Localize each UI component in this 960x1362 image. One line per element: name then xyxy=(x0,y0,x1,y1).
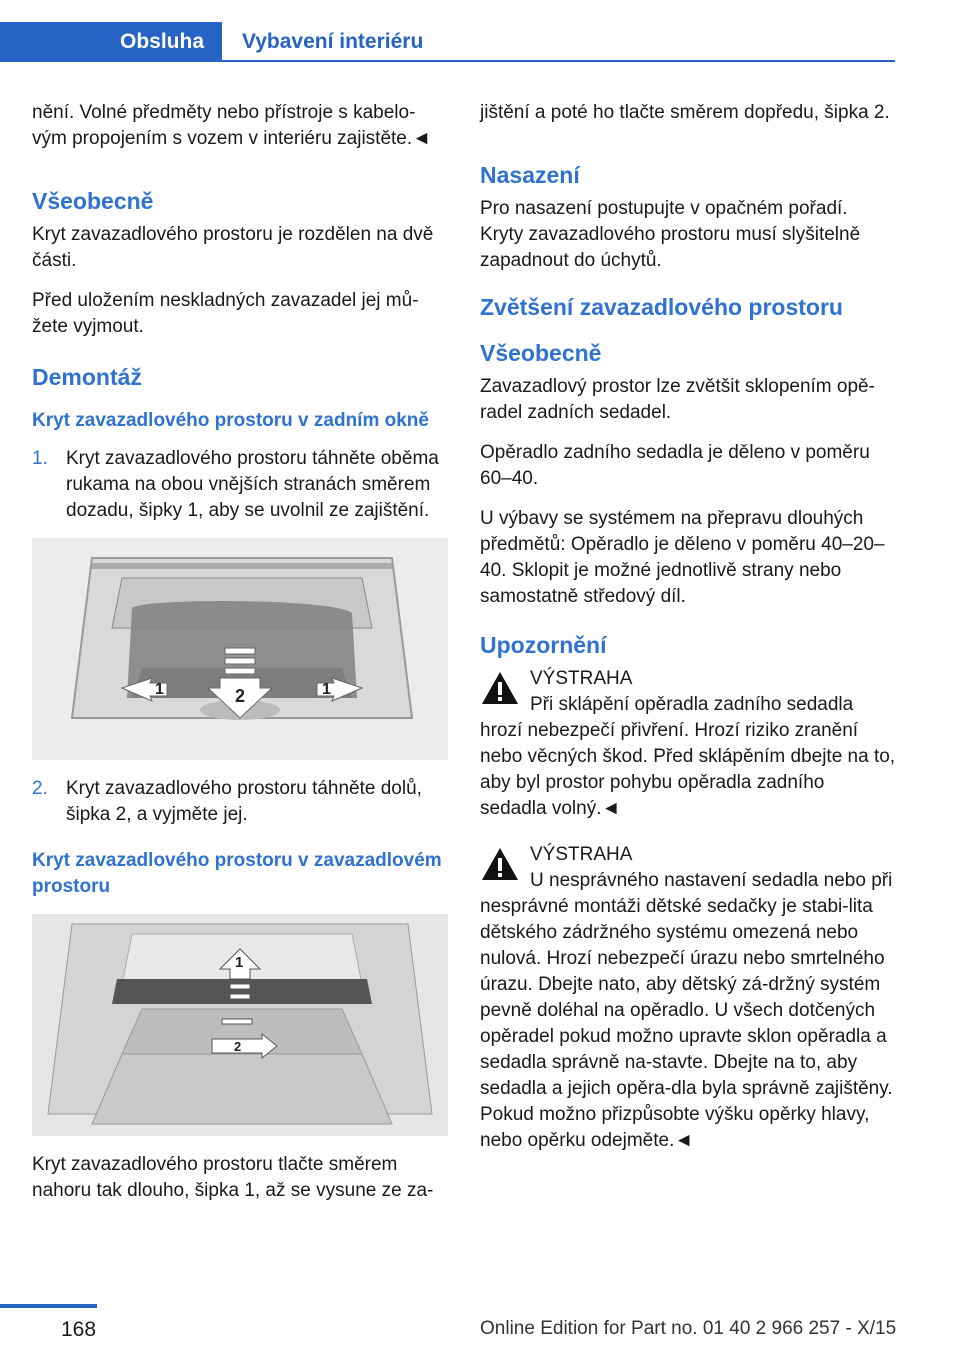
heading-rear-window: Kryt zavazadlového prostoru v zadním okně xyxy=(32,410,429,431)
warning-text: Při sklápění opěradla zadního sedadla hrozí nebezpečí přivření. Hrozí riziko zranění nebo věcných škod. Před sklápěním dbejte na to, aby byl prostor pohybu opěradla zadního sedadla volný.◄ xyxy=(480,694,896,819)
edition-text: Online Edition for Part no. 01 40 2 966 257 - X/15 xyxy=(480,1318,897,1339)
page-number: 168 xyxy=(61,1318,97,1341)
trunk-cover-image-2 xyxy=(32,914,448,1136)
heading-general: Všeobecně xyxy=(480,340,602,366)
arrow-label: 1 xyxy=(235,954,244,971)
step-number: 2. xyxy=(32,778,48,799)
arrow-label: 2 xyxy=(235,686,246,706)
tab-vybaveni-label: Vybavení interiéru xyxy=(242,30,424,53)
paragraph: Pro nasazení postupujte v opačném pořadí. Kryty zavazadlového prostoru musí slyšitelně zapadnout do úchytů. xyxy=(480,198,861,271)
warning-title: VÝSTRAHA xyxy=(530,844,633,865)
paragraph: Před uložením neskladných zavazadel jej mů-žete vyjmout. xyxy=(32,290,419,337)
warning-title: VÝSTRAHA xyxy=(530,668,633,689)
tab-vybaveni-interieru[interactable] xyxy=(222,22,423,62)
right-column xyxy=(480,100,896,1168)
trunk-cover-image-1 xyxy=(32,538,448,760)
heading-install: Nasazení xyxy=(480,162,580,188)
warning-triangle-icon xyxy=(480,670,520,706)
step-item xyxy=(32,446,448,524)
paragraph: nění. Volné předměty nebo přístroje s kabelo-vým propojením s vozem v interiéru zajistěte.◄ xyxy=(32,102,431,149)
arrow-label: 1 xyxy=(322,681,331,698)
paragraph: Opěradlo zadního sedadla je děleno v poměru 60–40. xyxy=(480,442,870,489)
footer-divider xyxy=(0,1304,97,1308)
paragraph: Kryt zavazadlového prostoru tlačte směrem nahoru tak dlouho, šipka 1, až se vysune ze za- xyxy=(32,1154,434,1201)
heading-general: Všeobecně xyxy=(32,188,154,214)
heading-enlarge: Zvětšení zavazadlového prostoru xyxy=(480,294,843,320)
page-header xyxy=(0,22,895,62)
warning-block xyxy=(480,842,896,1154)
tab-obsluha-label: Obsluha xyxy=(119,30,204,53)
left-column xyxy=(32,100,448,1218)
heading-removal: Demontáž xyxy=(32,364,142,390)
tab-obsluha[interactable] xyxy=(0,22,222,62)
heading-notes: Upozornění xyxy=(480,632,607,658)
warning-triangle-icon xyxy=(480,846,520,882)
paragraph: Kryt zavazadlového prostoru je rozdělen na dvě části. xyxy=(32,224,434,271)
header-divider xyxy=(222,60,895,62)
arrow-label: 1 xyxy=(155,681,164,698)
step-item xyxy=(32,776,448,828)
step-text: Kryt zavazadlového prostoru táhněte oběma rukama na obou vnějších stranách směrem dozadu, šipky 1, aby se uvolnil ze zajištění. xyxy=(66,448,439,521)
heading-in-trunk: Kryt zavazadlového prostoru v zavazadlovém prostoru xyxy=(32,850,442,897)
step-text: Kryt zavazadlového prostoru táhněte dolů, šipka 2, a vyjměte jej. xyxy=(66,778,422,825)
arrow-label: 2 xyxy=(234,1039,242,1054)
warning-text: U nesprávného nastavení sedadla nebo při nesprávné montáži dětské sedačky je stabi-lita dětského zádržného systému omezená nebo nulová. Hrozí nebezpečí úrazu nebo smrtelného úrazu. Dbejte nato, aby dětský zá-držný systém pevně doléhal na opěradlo. U všech dotčených opěradel pokud možno upravte sklon opěradla a sedadla správně na-stavte. Dbejte na to, aby sedadla a jejich opěra-dla byla správně zajištěny. Pokud možno přizpůsobte výšku opěrky hlavy, nebo opěrku odejměte.◄ xyxy=(480,870,893,1151)
paragraph: U výbavy se systémem na přepravu dlouhých předmětů: Opěradlo je děleno v poměru 40–20–40. Sklopit je možné jednotlivě strany nebo samostatně středový díl. xyxy=(480,508,885,607)
step-number: 1. xyxy=(32,448,48,469)
paragraph: jištění a poté ho tlačte směrem dopředu, šipka 2. xyxy=(480,102,890,123)
paragraph: Zavazadlový prostor lze zvětšit sklopením opě-radel zadních sedadel. xyxy=(480,376,875,423)
warning-block xyxy=(480,666,896,822)
